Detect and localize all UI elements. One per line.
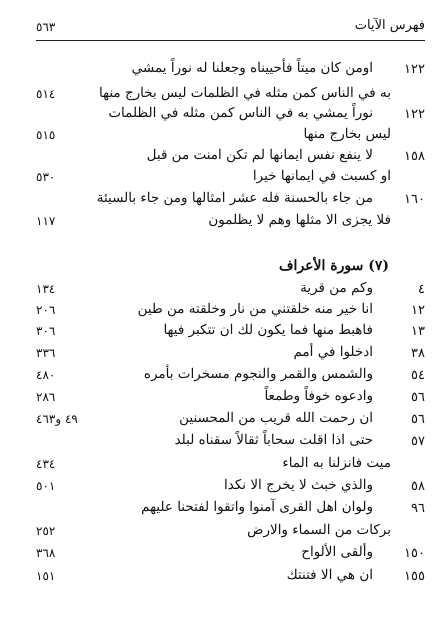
verse-number: ١٢٢	[404, 107, 425, 122]
verse-text: والشمس والقمر والنجوم مسخرات بأمره	[143, 366, 373, 382]
verse-number: ٥٨	[411, 479, 425, 494]
index-row	[36, 344, 425, 368]
verse-text: وكم من قرية	[300, 280, 373, 296]
verse-number: ٥٦	[411, 412, 425, 427]
verse-number: ١٢٢	[404, 62, 425, 77]
index-row	[36, 190, 425, 214]
verse-text: والذي خبث لا يخرج الا نكدا	[223, 477, 373, 493]
verse-number: ١٢	[411, 303, 425, 318]
verse-text: ولوان اهل القرى آمنوا واتقوا لفتحنا عليهم	[141, 499, 373, 515]
header-page-number: ٥٦٣	[36, 20, 56, 34]
verse-number: ١٥٠	[404, 546, 425, 561]
verse-text: ليس بخارج منها	[303, 126, 391, 142]
verse-text: نوراً يمشي به في الناس كمن مثله في الظلمات	[108, 105, 373, 121]
verse-text: اومن كان ميتاً فأحييناه وجعلنا له نوراً يمشي	[131, 60, 373, 76]
page-reference: ١٥١	[36, 569, 56, 583]
verse-text: به في الناس كمن مثله في الظلمات ليس بخارج منها	[99, 85, 391, 101]
index-row	[36, 388, 425, 412]
index-row	[36, 567, 425, 591]
index-row	[36, 477, 425, 501]
verse-number: ٩٦	[411, 501, 425, 516]
page-reference: ١١٧	[36, 214, 56, 228]
page-reference: ٥١٤	[36, 87, 56, 101]
verse-text: وادعوه خوفاً وطمعاً	[264, 388, 373, 404]
verse-text: وألقى الألواح	[301, 544, 373, 560]
verse-number: ٥٤	[411, 368, 425, 383]
page-reference: ٣٣٦	[36, 346, 56, 360]
verse-text: من جاء بالحسنة فله عشر امثالها ومن جاء بالسيئة	[96, 190, 373, 206]
verse-number: ٣٨	[411, 346, 425, 361]
verse-number: ١٣	[411, 324, 425, 339]
page-reference: ٥١٥	[36, 128, 56, 142]
index-row	[36, 432, 425, 456]
index-row	[36, 60, 425, 84]
verse-text: ان رحمت الله قريب من المحسنين	[179, 410, 373, 426]
index-row	[36, 168, 425, 192]
surah-title: (٧) سورة الأعراف	[279, 258, 389, 274]
verse-text: لا ينفع نفس ايمانها لم تكن امنت من قبل	[146, 147, 373, 163]
page-reference: ٣٠٦	[36, 324, 56, 338]
verse-text: حتى اذا اقلت سحاباً ثقالاً سقناه لبلد	[174, 432, 373, 448]
verse-text: ان هي الا فتنتك	[286, 567, 373, 583]
page-reference: ٥٣٠	[36, 170, 56, 184]
page-reference: ١٣٤	[36, 282, 56, 296]
verse-text: فاهبط منها فما يكون لك ان تتكبر فيها	[163, 322, 373, 338]
verse-text: فلا يجزى الا مثلها وهم لا يظلمون	[208, 212, 391, 228]
page-reference: ٥٠١	[36, 479, 56, 493]
verse-number: ٤	[418, 282, 425, 297]
page-reference: ٢٨٦	[36, 390, 56, 404]
index-row	[36, 455, 425, 479]
page-reference: ٣٦٨	[36, 546, 56, 560]
page-reference: ٤٩ و٤٦٣	[36, 412, 78, 426]
page-reference: ٢٥٢	[36, 524, 56, 538]
verse-number: ١٦٠	[404, 192, 425, 207]
verse-text: انا خير منه خلقتني من نار وخلقته من طين	[137, 301, 373, 317]
page-reference: ٤٣٤	[36, 457, 56, 471]
verse-number: ٥٦	[411, 390, 425, 405]
verse-text: او كسبت في ايمانها خيرا	[252, 168, 391, 184]
page-reference: ٢٠٦	[36, 303, 56, 317]
verse-number: ١٥٨	[404, 149, 425, 164]
verse-text: بركات من السماء والارض	[247, 522, 391, 538]
verse-text: ميت فانزلنا به الماء	[282, 455, 391, 471]
verse-text: ادخلوا في أمم	[293, 344, 373, 360]
page-reference: ٤٨٠	[36, 368, 56, 382]
header-title: فهرس الآيات	[354, 18, 425, 33]
index-row	[36, 212, 425, 236]
index-row	[36, 322, 425, 346]
index-row	[36, 366, 425, 390]
index-row	[36, 522, 425, 546]
verse-number: ٥٧	[411, 434, 425, 449]
index-row	[36, 499, 425, 523]
index-row	[36, 410, 425, 434]
page-header	[36, 18, 425, 41]
index-row	[36, 544, 425, 568]
verse-number: ١٥٥	[404, 569, 425, 584]
